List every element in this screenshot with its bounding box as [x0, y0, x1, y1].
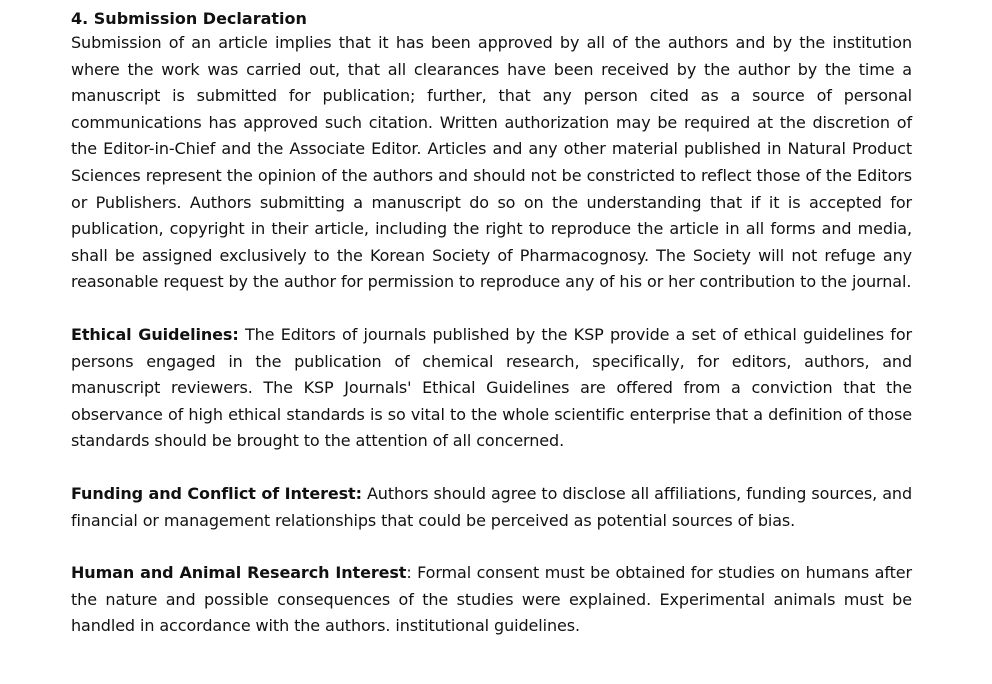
ethical-guidelines-label: Ethical Guidelines: — [71, 324, 239, 344]
paragraph-spacer — [71, 455, 912, 481]
human-animal-research-paragraph — [71, 560, 912, 640]
section-heading: 4. Submission Declaration — [71, 9, 307, 28]
submission-declaration-paragraph: Submission of an article implies that it has been approved by all of the authors and by the institution where the work was carried out, that all clearances have been received by the author by the time a manuscript is submitted for publication; further, that any person cited as a source of personal communications has approved such citation. Written authorization may be required at the discretion of the Editor-in-Chief and the Associate Editor. Articles and any other material published in Natural Product Sciences represent the opinion of the authors and should not be constricted to reflect those of the Editors or Publishers. Authors submitting a manuscript do so on the understanding that if it is accepted for publication, copyright in their article, including the right to reproduce the article in all forms and media, shall be assigned exclusively to the Korean Society of Pharmacognosy. The Society will not refuge any reasonable request by the author for permission to reproduce any of his or her contribution to the journal. — [71, 33, 912, 292]
ethical-guidelines-text: The Editors of journals published by the KSP provide a set of ethical guidelines for persons engaged in the publication of chemical research, specifically, for editors, authors, and manuscript reviewers. The KSP Journals' Ethical Guidelines are offered from a conviction that the observance of high ethical standards is so vital to the whole scientific enterprise that a definition of those standards should be brought to the attention of all concerned. — [71, 324, 912, 451]
paragraph-spacer — [71, 534, 912, 560]
ethical-guidelines-paragraph — [71, 322, 912, 455]
document-page — [71, 8, 912, 640]
funding-conflict-label: Funding and Conflict of Interest: — [71, 483, 362, 503]
paragraph-spacer — [71, 296, 912, 322]
human-animal-research-text: : Formal consent must be obtained for studies on humans after the nature and possible consequences of the studies were explained. Experimental animals must be handled in accordance with the authors. institutional guidelines. — [71, 563, 912, 636]
funding-conflict-text: Authors should agree to disclose all affiliations, funding sources, and financial or management relationships that could be perceived as potential sources of bias. — [71, 483, 913, 530]
funding-conflict-paragraph — [71, 481, 912, 534]
human-animal-research-label: Human and Animal Research Interest — [71, 563, 407, 583]
